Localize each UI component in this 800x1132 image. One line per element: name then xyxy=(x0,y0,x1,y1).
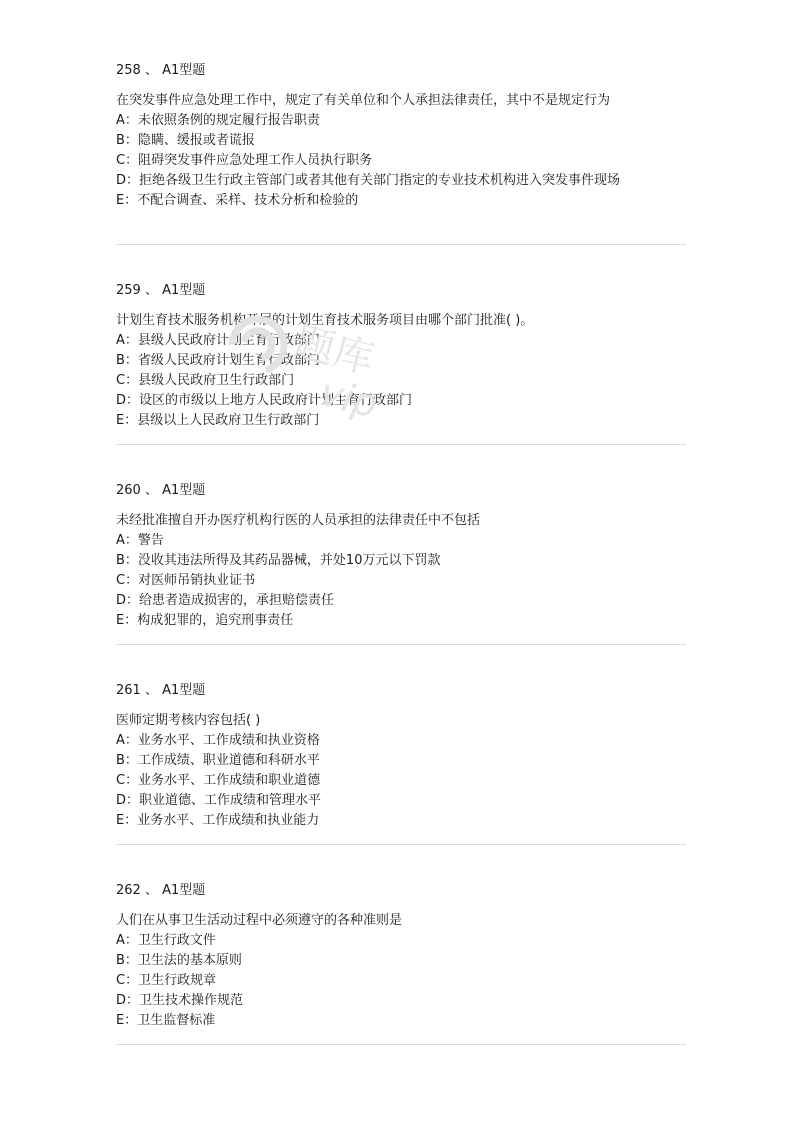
divider xyxy=(116,844,686,845)
question-text: 医师定期考核内容包括( ) xyxy=(116,713,261,728)
question-text: 人们在从事卫生活动过程中必须遵守的各种准则是 xyxy=(116,913,403,928)
option-key: D： xyxy=(116,593,140,608)
option-key: A： xyxy=(116,333,138,348)
option-a xyxy=(116,331,686,351)
option-text: 卫生技术操作规范 xyxy=(139,993,244,1008)
option-c xyxy=(116,151,686,171)
option-e xyxy=(116,411,686,431)
question-header xyxy=(116,681,686,701)
option-d xyxy=(116,991,686,1011)
option-c xyxy=(116,771,686,791)
watermark-text: vip xyxy=(315,370,382,427)
question-type: A1型题 xyxy=(162,283,206,298)
question-number: 261 、 xyxy=(116,683,158,698)
option-b xyxy=(116,751,686,771)
option-key: B： xyxy=(116,553,138,568)
question-number: 260 、 xyxy=(116,483,158,498)
option-e xyxy=(116,1011,686,1031)
option-a xyxy=(116,531,686,551)
option-text: 设区的市级以上地方人民政府计划生育行政部门 xyxy=(139,393,413,408)
option-key: E： xyxy=(116,1013,138,1028)
option-text: 阻碍突发事件应急处理工作人员执行职务 xyxy=(138,153,373,168)
option-key: B： xyxy=(116,953,138,968)
option-key: A： xyxy=(116,933,138,948)
option-text: 卫生监督标准 xyxy=(137,1013,216,1028)
option-text: 卫生行政文件 xyxy=(137,933,216,948)
option-text: 业务水平、工作成绩和执业能力 xyxy=(137,813,320,828)
question-header xyxy=(116,481,686,501)
option-d xyxy=(116,391,686,411)
question-header xyxy=(116,881,686,901)
watermark-text: 题库 xyxy=(289,319,379,384)
option-key: E： xyxy=(116,193,138,208)
option-key: D： xyxy=(116,173,140,188)
option-text: 卫生行政规章 xyxy=(138,973,217,988)
option-text: 拒绝各级卫生行政主管部门或者其他有关部门指定的专业技术机构进入突发事件现场 xyxy=(139,173,621,188)
question-259 xyxy=(116,281,686,431)
option-d xyxy=(116,171,686,191)
option-text: 县级人民政府计划生育行政部门 xyxy=(137,333,320,348)
option-text: 县级以上人民政府卫生行政部门 xyxy=(137,413,320,428)
option-key: E： xyxy=(116,413,138,428)
option-b xyxy=(116,951,686,971)
option-key: A： xyxy=(116,733,138,748)
question-258 xyxy=(116,61,686,211)
option-key: C： xyxy=(116,773,139,788)
option-key: C： xyxy=(116,373,139,388)
option-c xyxy=(116,371,686,391)
question-number: 258 、 xyxy=(116,63,158,78)
option-text: 县级人民政府卫生行政部门 xyxy=(138,373,295,388)
option-c xyxy=(116,571,686,591)
option-text: 业务水平、工作成绩和职业道德 xyxy=(138,773,321,788)
divider xyxy=(116,244,686,245)
option-key: C： xyxy=(116,573,139,588)
option-key: C： xyxy=(116,973,139,988)
option-b xyxy=(116,351,686,371)
question-type: A1型题 xyxy=(162,683,206,698)
divider xyxy=(116,444,686,445)
option-text: 没收其违法所得及其药品器械，并处10万元以下罚款 xyxy=(137,553,441,568)
divider xyxy=(116,644,686,645)
question-number: 259 、 xyxy=(116,283,158,298)
option-a xyxy=(116,111,686,131)
option-key: A： xyxy=(116,113,138,128)
option-a xyxy=(116,931,686,951)
option-key: E： xyxy=(116,613,138,628)
option-key: E： xyxy=(116,813,138,828)
option-d xyxy=(116,791,686,811)
question-262 xyxy=(116,881,686,1031)
divider xyxy=(116,1044,686,1045)
question-text: 未经批准擅自开办医疗机构行医的人员承担的法律责任中不包括 xyxy=(116,513,481,528)
option-text: 警告 xyxy=(137,533,164,548)
option-key: D： xyxy=(116,793,140,808)
question-type: A1型题 xyxy=(162,883,206,898)
option-a xyxy=(116,731,686,751)
option-c xyxy=(116,971,686,991)
option-b xyxy=(116,551,686,571)
option-key: D： xyxy=(116,993,140,1008)
option-text: 构成犯罪的，追究刑事责任 xyxy=(137,613,294,628)
option-text: 未依照条例的规定履行报告职责 xyxy=(137,113,320,128)
option-key: B： xyxy=(116,753,138,768)
question-261 xyxy=(116,681,686,831)
option-text: 工作成绩、职业道德和科研水平 xyxy=(137,753,320,768)
question-number: 262 、 xyxy=(116,883,158,898)
option-e xyxy=(116,811,686,831)
option-text: 隐瞒、缓报或者谎报 xyxy=(137,133,255,148)
option-d xyxy=(116,591,686,611)
option-e xyxy=(116,611,686,631)
question-type: A1型题 xyxy=(162,63,206,78)
option-text: 对医师吊销执业证书 xyxy=(138,573,256,588)
option-key: B： xyxy=(116,353,138,368)
question-header xyxy=(116,61,686,81)
option-text: 业务水平、工作成绩和执业资格 xyxy=(137,733,320,748)
option-text: 给患者造成损害的，承担赔偿责任 xyxy=(139,593,335,608)
option-key: D： xyxy=(116,393,140,408)
option-text: 卫生法的基本原则 xyxy=(137,953,242,968)
question-type: A1型题 xyxy=(162,483,206,498)
option-text: 省级人民政府计划生育行政部门 xyxy=(137,353,320,368)
question-header xyxy=(116,281,686,301)
option-key: A： xyxy=(116,533,138,548)
question-text: 在突发事件应急处理工作中，规定了有关单位和个人承担法律责任，其中不是规定行为 xyxy=(116,93,611,108)
question-text: 计划生育技术服务机构开展的计划生育技术服务项目由哪个部门批准( )。 xyxy=(116,313,534,328)
question-260 xyxy=(116,481,686,631)
option-key: B： xyxy=(116,133,138,148)
option-text: 职业道德、工作成绩和管理水平 xyxy=(139,793,322,808)
option-text: 不配合调查、采样、技术分析和检验的 xyxy=(137,193,359,208)
option-b xyxy=(116,131,686,151)
option-e xyxy=(116,191,686,211)
option-key: C： xyxy=(116,153,139,168)
